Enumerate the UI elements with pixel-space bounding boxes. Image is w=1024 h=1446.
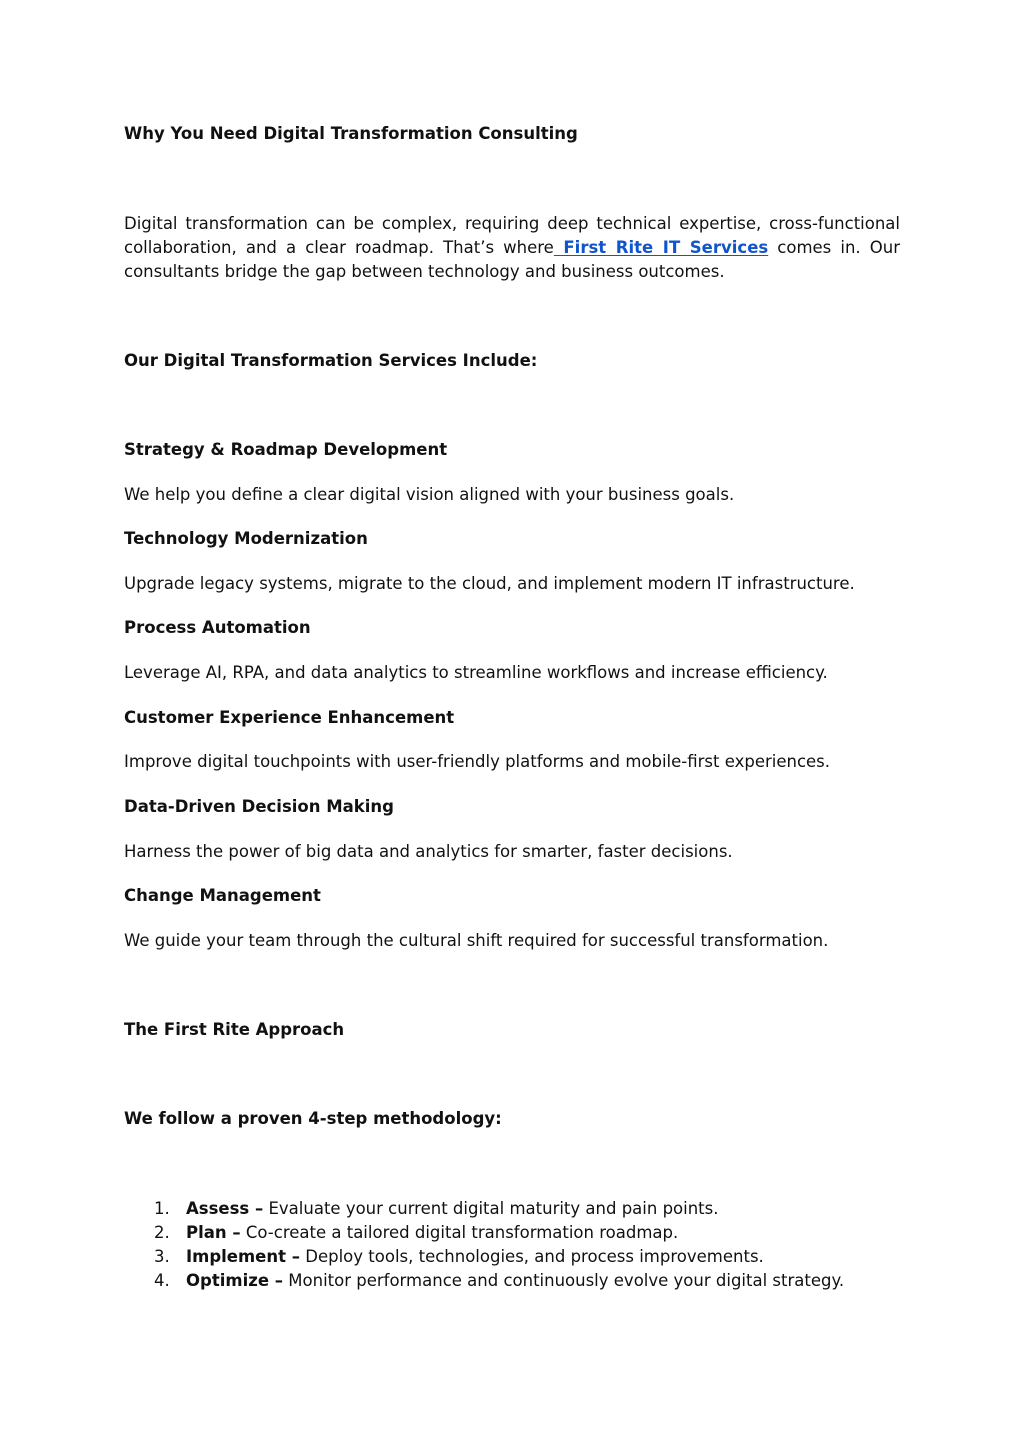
service-description-data-driven: Harness the power of big data and analytics for smarter, faster decisions. bbox=[124, 842, 733, 861]
step-number: 2. bbox=[154, 1223, 170, 1242]
service-title-customer-experience: Customer Experience Enhancement bbox=[124, 708, 455, 727]
step-number: 4. bbox=[154, 1271, 170, 1290]
list-item bbox=[124, 1221, 900, 1245]
methodology-heading: We follow a proven 4-step methodology: bbox=[124, 1109, 502, 1128]
service-title-data-driven: Data-Driven Decision Making bbox=[124, 797, 394, 816]
intro-text-after: comes in. Our consultants bridge the gap between technology and business outcomes. bbox=[124, 238, 900, 281]
service-title-change-management: Change Management bbox=[124, 886, 321, 905]
list-item bbox=[124, 1197, 900, 1221]
methodology-steps-list bbox=[124, 1197, 900, 1293]
first-rite-link[interactable]: First Rite IT Services bbox=[553, 238, 769, 257]
step-number: 3. bbox=[154, 1247, 170, 1266]
service-title-automation: Process Automation bbox=[124, 618, 311, 637]
service-description-customer-experience: Improve digital touchpoints with user-friendly platforms and mobile-first experiences. bbox=[124, 752, 831, 771]
service-title-strategy: Strategy & Roadmap Development bbox=[124, 440, 448, 459]
service-title-technology: Technology Modernization bbox=[124, 529, 368, 548]
step-number: 1. bbox=[154, 1199, 170, 1218]
services-heading: Our Digital Transformation Services Include: bbox=[124, 351, 538, 370]
service-description-technology: Upgrade legacy systems, migrate to the cloud, and implement modern IT infrastructure. bbox=[124, 574, 855, 593]
intro-text-before: Digital transformation can be complex, requiring deep technical expertise, cross-functional collaboration, and a clear roadmap. That’s where bbox=[124, 214, 900, 257]
list-item bbox=[124, 1269, 900, 1293]
step-text: Monitor performance and continuously evolve your digital strategy. bbox=[283, 1271, 845, 1290]
step-text: Deploy tools, technologies, and process improvements. bbox=[300, 1247, 764, 1266]
step-term: Plan – bbox=[186, 1223, 241, 1242]
service-description-strategy: We help you define a clear digital vision aligned with your business goals. bbox=[124, 485, 735, 504]
step-text: Evaluate your current digital maturity and pain points. bbox=[263, 1199, 719, 1218]
page-title: Why You Need Digital Transformation Consulting bbox=[124, 124, 578, 143]
intro-paragraph bbox=[124, 212, 900, 284]
step-term: Optimize – bbox=[186, 1271, 284, 1290]
step-term: Assess – bbox=[186, 1199, 264, 1218]
list-item bbox=[124, 1245, 900, 1269]
service-description-automation: Leverage AI, RPA, and data analytics to streamline workflows and increase efficiency. bbox=[124, 663, 828, 682]
approach-heading: The First Rite Approach bbox=[124, 1020, 345, 1039]
step-term: Implement – bbox=[186, 1247, 301, 1266]
service-description-change-management: We guide your team through the cultural shift required for successful transformation. bbox=[124, 931, 829, 950]
step-text: Co-create a tailored digital transformation roadmap. bbox=[240, 1223, 679, 1242]
